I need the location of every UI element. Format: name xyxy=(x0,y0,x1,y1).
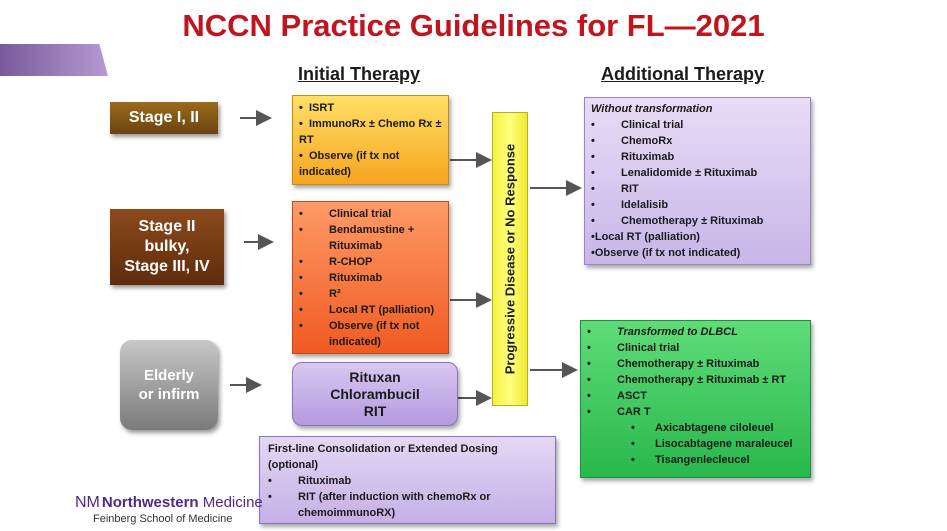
consolidation-box xyxy=(259,436,556,524)
therapy-line: Rituxan xyxy=(349,369,401,385)
logo-brand-2: Medicine xyxy=(202,494,263,511)
nm-logo-icon: ΝΜ xyxy=(75,494,100,511)
list-item: • Rituximab xyxy=(591,149,804,165)
list-item: • R² xyxy=(299,286,442,302)
without-transformation-box xyxy=(584,97,811,265)
list-item: • Observe (if tx not indicated) xyxy=(299,318,442,350)
sub-list-item: • Tisangenlecleucel xyxy=(587,452,804,468)
list-item: • Chemotherapy ± Rituximab xyxy=(591,213,804,229)
list-item: • ImmunoRx ± Chemo Rx ± RT xyxy=(299,116,442,148)
elderly-therapy-box xyxy=(292,362,458,426)
list-item: • ASCT xyxy=(587,388,804,404)
initial-therapy-stage1-box xyxy=(292,95,449,185)
list-item: • Clinical trial xyxy=(591,117,804,133)
list-item: • ISRT xyxy=(299,100,442,116)
therapy-line: RIT xyxy=(363,403,387,419)
therapy-line: Chlorambucil xyxy=(330,386,420,402)
logo-brand: Northwestern xyxy=(101,494,199,511)
list-item: • R-CHOP xyxy=(299,254,442,270)
list-item: •Observe (if tx not indicated) xyxy=(591,247,741,259)
stage-2-bulky-3-4-box: Stage II bulky, Stage III, IV xyxy=(110,209,224,285)
transformed-dlbcl-title: • Transformed to DLBCL xyxy=(587,324,804,340)
list-item: • Chemotherapy ± Rituximab ± RT xyxy=(587,372,804,388)
list-item: • Bendamustine + Rituximab xyxy=(299,222,442,254)
sub-list-item: • Lisocabtagene maraleucel xyxy=(587,436,804,452)
page-title: NCCN Practice Guidelines for FL—2021 xyxy=(182,8,765,43)
list-item: • Rituximab xyxy=(299,270,442,286)
additional-therapy-header: Additional Therapy xyxy=(601,64,765,84)
list-item: •Local RT (palliation) xyxy=(591,231,700,243)
without-transformation-title: Without transformation xyxy=(591,103,713,115)
sub-list-item: • Axicabtagene ciloleuel xyxy=(587,420,804,436)
list-item: • Rituximab xyxy=(268,473,547,489)
initial-therapy-header: Initial Therapy xyxy=(298,64,421,84)
list-item: • Lenalidomide ± Rituximab xyxy=(591,165,804,181)
initial-therapy-stage2-box xyxy=(292,201,449,354)
list-item: • Clinical trial xyxy=(299,206,442,222)
northwestern-medicine-logo xyxy=(75,494,263,525)
list-item: • CAR T xyxy=(587,404,804,420)
list-item: • Clinical trial xyxy=(587,340,804,356)
progressive-disease-label: Progressive Disease or No Response xyxy=(502,143,518,375)
stage-1-2-box: Stage I, II xyxy=(110,102,218,134)
list-item: • Local RT (palliation) xyxy=(299,302,442,318)
elderly-infirm-box: Elderly or infirm xyxy=(120,340,218,430)
logo-subtitle: Feinberg School of Medicine xyxy=(93,513,233,525)
list-item: • ChemoRx xyxy=(591,133,804,149)
list-item: • Observe (if tx not indicated) xyxy=(299,148,442,180)
transformed-dlbcl-box xyxy=(580,320,811,478)
list-item: • RIT xyxy=(591,181,804,197)
list-item: • RIT (after induction with chemoRx or chemoimmunoRX) xyxy=(268,489,547,521)
consolidation-title: First-line Consolidation or Extended Dosing (optional) xyxy=(268,443,498,471)
list-item: • Chemotherapy ± Rituximab xyxy=(587,356,804,372)
list-item: • Idelalisib xyxy=(591,197,804,213)
